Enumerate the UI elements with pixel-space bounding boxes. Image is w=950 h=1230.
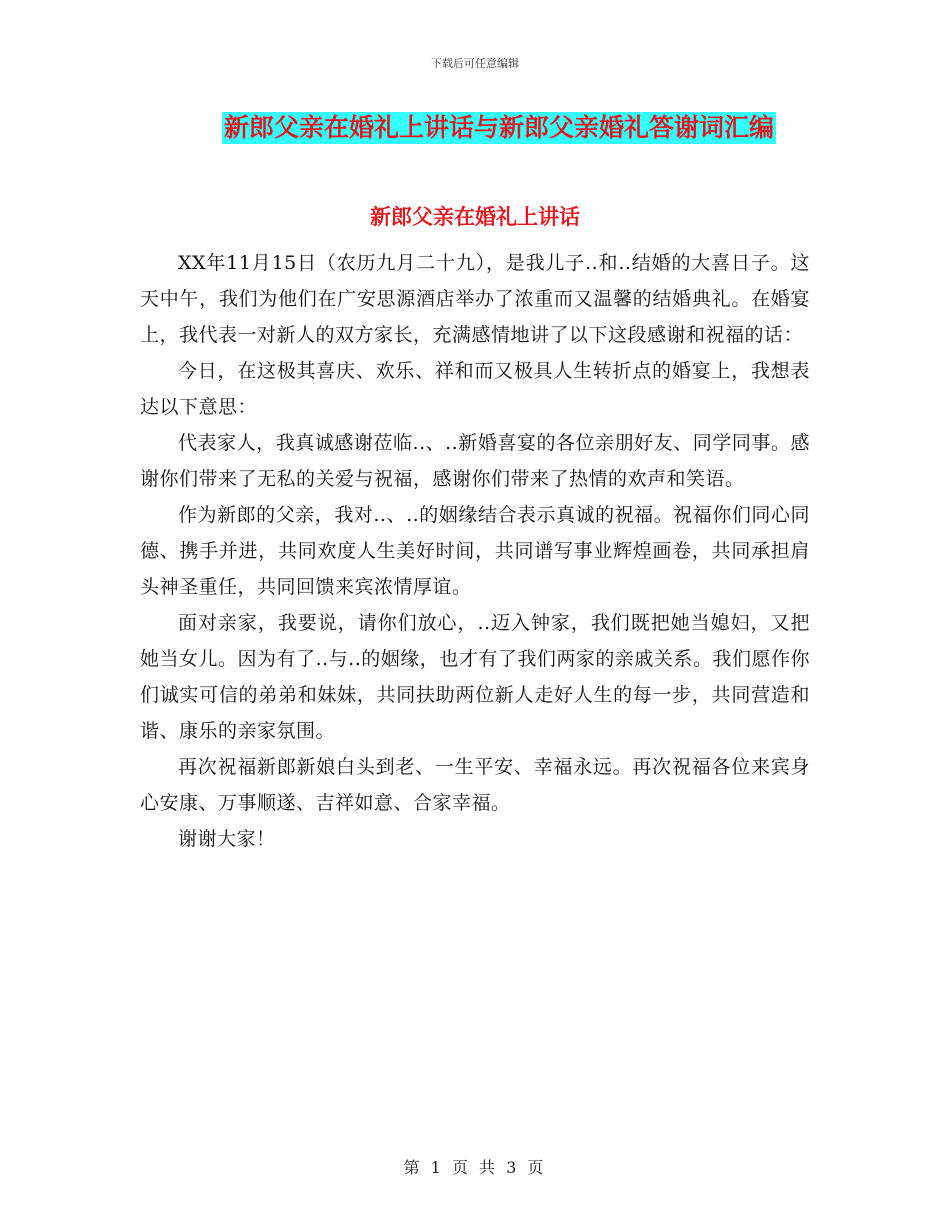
speech-body (140, 245, 810, 857)
main-title-wrap (0, 112, 950, 144)
paragraph: 作为新郎的父亲，我对..、..的姻缘结合表示真诚的祝福。祝福你们同心同德、携手并进，共同欢度人生美好时间，共同谱写事业辉煌画卷，共同承担肩头神圣重任，共同回馈来宾浓情厚谊。 (140, 504, 810, 598)
paragraph: 代表家人，我真诚感谢莅临..、..新婚喜宴的各位亲朋好友、同学同事。感谢你们带来了无私的关爱与祝福，感谢你们带来了热情的欢声和笑语。 (140, 432, 810, 490)
header-note: 下载后可任意编辑 (431, 57, 519, 70)
paragraph: 面对亲家，我要说，请你们放心，..迈入钟家，我们既把她当媳妇，又把她当女儿。因为有了..与..的姻缘，也才有了我们两家的亲戚关系。我们愿作你们诚实可信的弟弟和妹妹，共同扶助两位新人走好人生的每一步，共同营造和谐、康乐的亲家氛围。 (140, 612, 810, 742)
paragraph: XX年11月15日（农历九月二十九），是我儿子..和..结婚的大喜日子。这天中午，我们为他们在广安思源酒店举办了浓重而又温馨的结婚典礼。在婚宴上，我代表一对新人的双方家长，充满感情地讲了以下这段感谢和祝福的话： (140, 252, 810, 346)
paragraph: 再次祝福新郎新娘白头到老、一生平安、幸福永远。再次祝福各位来宾身心安康、万事顺遂、吉祥如意、合家幸福。 (140, 756, 810, 814)
sub-title: 新郎父亲在婚礼上讲话 (370, 205, 580, 229)
main-title: 新郎父亲在婚礼上讲话与新郎父亲婚礼答谢词汇编 (223, 113, 774, 142)
paragraph: 谢谢大家！ (178, 828, 276, 850)
paragraph: 今日，在这极其喜庆、欢乐、祥和而又极具人生转折点的婚宴上，我想表达以下意思： (140, 360, 810, 418)
page-footer: 第 1 页 共 3 页 (403, 1158, 547, 1177)
